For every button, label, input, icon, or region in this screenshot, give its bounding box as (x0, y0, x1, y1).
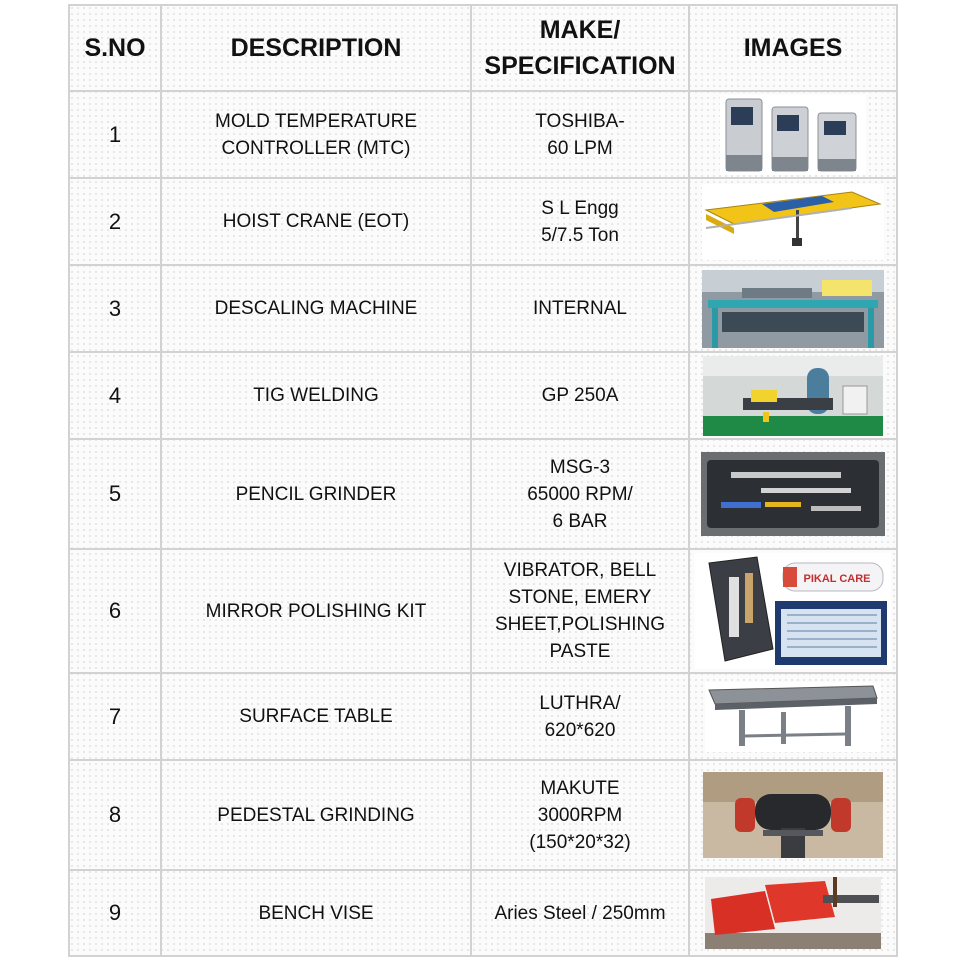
header-description: DESCRIPTION (161, 5, 471, 91)
eot-crane-photo (702, 184, 884, 260)
row-description (161, 265, 471, 352)
spec-line: GP 250A (541, 385, 619, 406)
row-image-cell (689, 91, 897, 178)
row-description (161, 178, 471, 265)
spec-line: 620*620 (544, 719, 616, 741)
row-specification (471, 91, 689, 178)
spec-line: STONE, EMERY (508, 587, 652, 608)
spec-line: 60 LPM (547, 137, 613, 159)
spec-line: S L Engg (541, 197, 619, 219)
pencil-grinder-photo (701, 452, 885, 536)
description-line: DESCALING MACHINE (214, 298, 418, 319)
description-line: TIG WELDING (253, 385, 379, 406)
pedestal-grinder-photo (703, 772, 883, 858)
row-specification (471, 549, 689, 673)
spec-line: INTERNAL (533, 298, 627, 319)
row-sno: 9 (69, 870, 161, 956)
spec-line: 3000RPM (537, 804, 623, 826)
row-sno: 2 (69, 178, 161, 265)
row-sno: 4 (69, 352, 161, 439)
mtc-units-photo (720, 95, 866, 175)
header-make-line: MAKE/ (539, 16, 621, 44)
header-images: IMAGES (689, 5, 897, 91)
description-line: MIRROR POLISHING KIT (205, 600, 427, 622)
spec-line: LUTHRA/ (539, 692, 621, 714)
paste-tube-label: PIKAL CARE (803, 573, 871, 585)
spec-line: MAKUTE (540, 777, 620, 799)
row-sno: 8 (69, 760, 161, 870)
row-image-cell (689, 549, 897, 673)
equipment-table (68, 4, 898, 957)
polishing-kit-photo (695, 553, 891, 669)
row-specification (471, 178, 689, 265)
row-sno: 6 (69, 549, 161, 673)
table-row (69, 178, 897, 265)
header-make-specification (471, 5, 689, 91)
spec-line: (150*20*32) (529, 831, 631, 853)
bench-vise-photo (705, 877, 881, 949)
row-image-cell (689, 352, 897, 439)
table-row (69, 870, 897, 956)
row-description (161, 91, 471, 178)
row-sno: 1 (69, 91, 161, 178)
header-specification-line: SPECIFICATION (484, 52, 676, 80)
table-row (69, 265, 897, 352)
spec-line: VIBRATOR, BELL (503, 560, 657, 581)
table-row (69, 439, 897, 549)
row-image-cell (689, 673, 897, 760)
spec-line: 65000 RPM/ (527, 483, 633, 505)
table-row (69, 352, 897, 439)
row-description (161, 673, 471, 760)
row-specification (471, 352, 689, 439)
row-description (161, 760, 471, 870)
spec-line: SHEET,POLISHING (495, 614, 665, 635)
table-row (69, 673, 897, 760)
spec-line: MSG-3 (549, 456, 611, 478)
row-image-cell (689, 760, 897, 870)
row-sno: 7 (69, 673, 161, 760)
row-specification (471, 265, 689, 352)
row-sno: 5 (69, 439, 161, 549)
row-image-cell (689, 178, 897, 265)
spec-line: PASTE (549, 641, 611, 662)
table-row (69, 760, 897, 870)
description-line: HOIST CRANE (EOT) (222, 211, 410, 232)
description-line: PENCIL GRINDER (235, 483, 397, 505)
row-description (161, 870, 471, 956)
row-description (161, 439, 471, 549)
spec-line: 5/7.5 Ton (541, 224, 619, 246)
description-line: BENCH VISE (258, 902, 374, 924)
surface-table-photo (705, 682, 881, 752)
spec-line: TOSHIBA- (535, 110, 625, 132)
description-line: CONTROLLER (MTC) (221, 137, 411, 159)
row-specification (471, 673, 689, 760)
description-line: MOLD TEMPERATURE (215, 110, 417, 132)
description-line: PEDESTAL GRINDING (217, 804, 415, 826)
description-line: SURFACE TABLE (239, 706, 393, 727)
tig-welding-photo (703, 356, 883, 436)
row-description (161, 549, 471, 673)
row-description (161, 352, 471, 439)
table-row (69, 91, 897, 178)
table-row (69, 549, 897, 673)
row-specification (471, 439, 689, 549)
row-sno: 3 (69, 265, 161, 352)
row-image-cell (689, 265, 897, 352)
row-image-cell (689, 870, 897, 956)
spec-line: 6 BAR (552, 510, 608, 532)
row-specification (471, 760, 689, 870)
row-image-cell (689, 439, 897, 549)
header-sno: S.NO (69, 5, 161, 91)
row-specification (471, 870, 689, 956)
descaling-machine-photo (702, 270, 884, 348)
spec-line: Aries Steel / 250mm (494, 902, 666, 924)
header-row (69, 5, 897, 91)
